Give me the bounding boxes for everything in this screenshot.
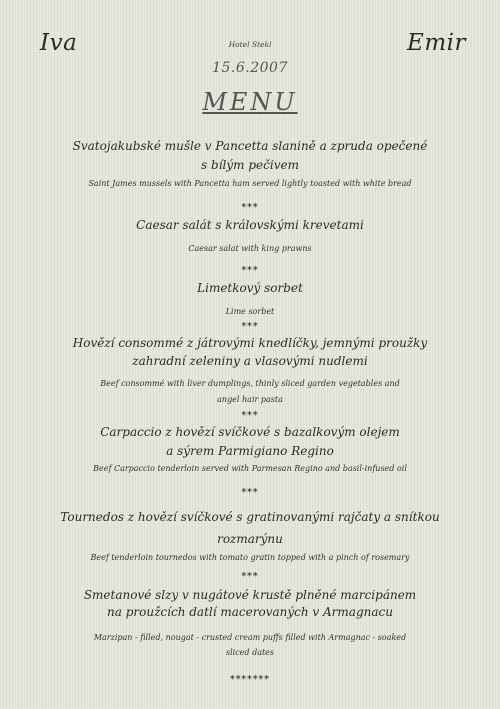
course-4-english-line-2: angel hair pasta <box>217 395 283 404</box>
course-separator: *** <box>241 266 259 276</box>
course-4-english-line-1: Beef consommé with liver dumplings, thinly sliced garden vegetables and <box>100 379 400 388</box>
course-2-czech: Caesar salát s královskými krevetami <box>136 218 364 232</box>
hotel-name: Hotel Stekl <box>228 40 272 49</box>
course-3-czech: Limetkový sorbet <box>197 281 303 295</box>
course-2-english: Caesar salat with king prawns <box>188 244 312 253</box>
course-separator: *** <box>241 322 259 332</box>
course-5-czech-line-1: Carpaccio z hovězí svíčkové s bazalkovým olejem <box>100 425 400 439</box>
course-5-english: Beef Carpaccio tenderloin served with Parmesan Regino and basil-infused oil <box>93 464 407 473</box>
course-1-english: Saint James mussels with Pancetta ham served lightly toasted with white bread <box>88 179 412 188</box>
course-7-english-line-2: sliced dates <box>225 648 275 657</box>
course-5-czech-line-2: a sýrem Parmigiano Regino <box>166 444 334 458</box>
final-separator: ******* <box>230 675 270 685</box>
guest-name-right: Emir <box>407 30 466 56</box>
course-3-english: Lime sorbet <box>225 307 275 316</box>
course-7-czech-line-2: na proužcích datlí macerovaných v Armagnacu <box>107 605 393 619</box>
event-date: 15.6.2007 <box>212 60 288 76</box>
course-7-english-line-1: Marzipan - filled, nougat - crusted cream puffs filled with Armagnac - soaked <box>93 633 407 642</box>
course-4-czech-line-2: zahradní zeleniny a vlasovými nudlemi <box>132 354 368 368</box>
course-separator: *** <box>241 488 259 498</box>
course-separator: *** <box>241 411 259 421</box>
course-4-czech-line-1: Hovězí consommé z játrovými knedlíčky, jemnými proužky <box>72 336 428 350</box>
menu-title: MENU <box>202 88 298 116</box>
guest-name-left: Iva <box>40 30 78 56</box>
course-6-english: Beef tenderloin tournedos with tomato gratin topped with a pinch of rosemary <box>90 553 410 562</box>
course-separator: *** <box>241 572 259 582</box>
course-1-czech-line-2: s bílým pečivem <box>201 158 299 172</box>
course-1-czech-line-1: Svatojakubské mušle v Pancetta slanině a zpruda opečené <box>72 139 428 153</box>
course-6-czech-line-2: rozmarýnu <box>217 532 283 546</box>
course-7-czech-line-1: Smetanové slzy v nugátové krustě plněné marcipánem <box>83 588 417 602</box>
course-separator: *** <box>241 203 259 213</box>
course-6-czech-line-1: Tournedos z hovězí svíčkové s gratinovanými rajčaty a snítkou <box>60 510 440 524</box>
